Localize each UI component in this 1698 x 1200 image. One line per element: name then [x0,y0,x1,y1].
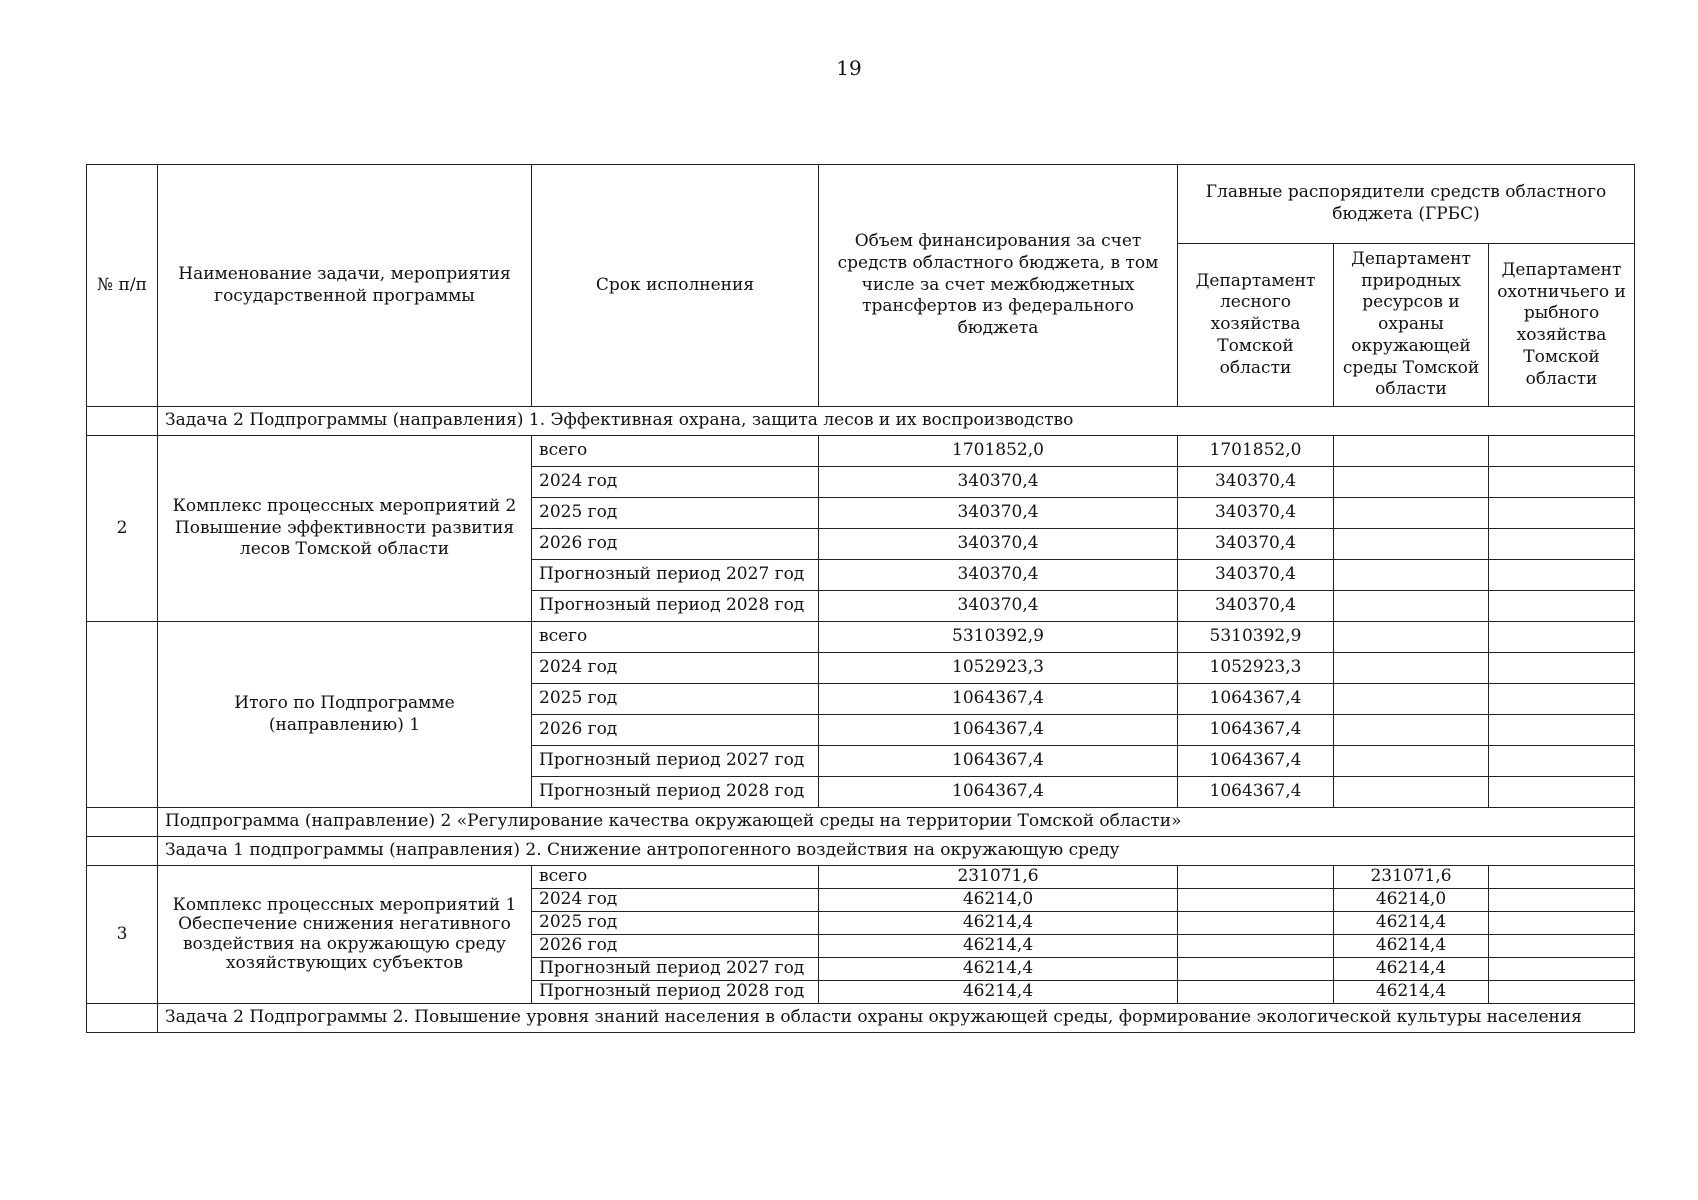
grbs-forestry-cell: 340370,4 [1178,560,1334,591]
grbs-nature-cell: 46214,4 [1334,935,1489,958]
term-cell: 2025 год [532,912,819,935]
term-cell: 2025 год [532,498,819,529]
grbs-nature-cell: 46214,0 [1334,889,1489,912]
term-cell: всего [532,866,819,889]
item-name: Итого по Подпрограмме (направлению) 1 [158,622,532,808]
term-cell: 2025 год [532,684,819,715]
grbs-forestry-cell [1178,958,1334,981]
grbs-hunting-cell [1489,866,1635,889]
volume-cell: 1064367,4 [819,715,1178,746]
table-row [87,622,1635,653]
term-cell: Прогнозный период 2028 год [532,591,819,622]
header-num: № п/п [87,165,158,407]
grbs-nature-cell [1334,436,1489,467]
term-cell: 2026 год [532,529,819,560]
grbs-hunting-cell [1489,467,1635,498]
grbs-forestry-cell: 340370,4 [1178,467,1334,498]
grbs-nature-cell [1334,591,1489,622]
grbs-hunting-cell [1489,889,1635,912]
grbs-forestry-cell: 5310392,9 [1178,622,1334,653]
grbs-hunting-cell [1489,498,1635,529]
grbs-forestry-cell [1178,912,1334,935]
grbs-hunting-cell [1489,622,1635,653]
grbs-nature-cell: 231071,6 [1334,866,1489,889]
table-row [87,436,1635,467]
task-row [87,407,1635,436]
term-cell: Прогнозный период 2027 год [532,560,819,591]
term-cell: 2024 год [532,653,819,684]
grbs-hunting-cell [1489,912,1635,935]
task-text: Задача 1 подпрограммы (направления) 2. Снижение антропогенного воздействия на окружающую среду [158,837,1635,866]
volume-cell: 1064367,4 [819,684,1178,715]
task-row [87,1004,1635,1033]
grbs-nature-cell [1334,777,1489,808]
task-num-cell [87,1004,158,1033]
grbs-hunting-cell [1489,591,1635,622]
volume-cell: 46214,4 [819,981,1178,1004]
volume-cell: 1701852,0 [819,436,1178,467]
grbs-hunting-cell [1489,746,1635,777]
grbs-hunting-cell [1489,436,1635,467]
item-name: Комплекс процессных мероприятий 2 Повышение эффективности развития лесов Томской области [158,436,532,622]
term-cell: 2026 год [532,715,819,746]
item-number: 2 [87,436,158,622]
grbs-nature-cell [1334,684,1489,715]
grbs-hunting-cell [1489,777,1635,808]
grbs-forestry-cell: 1701852,0 [1178,436,1334,467]
task-text: Задача 2 Подпрограммы (направления) 1. Эффективная охрана, защита лесов и их воспроизводство [158,407,1635,436]
volume-cell: 5310392,9 [819,622,1178,653]
volume-cell: 46214,0 [819,889,1178,912]
grbs-forestry-cell [1178,866,1334,889]
term-cell: Прогнозный период 2027 год [532,958,819,981]
grbs-forestry-cell: 1064367,4 [1178,684,1334,715]
header-grbs-hunting: Департамент охотничьего и рыбного хозяйства Томской области [1489,244,1635,407]
task-num-cell [87,407,158,436]
grbs-forestry-cell: 1064367,4 [1178,715,1334,746]
grbs-hunting-cell [1489,981,1635,1004]
volume-cell: 1052923,3 [819,653,1178,684]
term-cell: Прогнозный период 2028 год [532,777,819,808]
grbs-forestry-cell: 1064367,4 [1178,746,1334,777]
grbs-hunting-cell [1489,958,1635,981]
term-cell: Прогнозный период 2028 год [532,981,819,1004]
item-number [87,622,158,808]
grbs-forestry-cell [1178,981,1334,1004]
grbs-forestry-cell: 1064367,4 [1178,777,1334,808]
grbs-nature-cell: 46214,4 [1334,912,1489,935]
volume-cell: 340370,4 [819,591,1178,622]
volume-cell: 46214,4 [819,912,1178,935]
grbs-nature-cell [1334,467,1489,498]
grbs-forestry-cell: 1052923,3 [1178,653,1334,684]
volume-cell: 340370,4 [819,498,1178,529]
header-grbs-forestry: Департамент лесного хозяйства Томской области [1178,244,1334,407]
grbs-nature-cell [1334,746,1489,777]
header-row-1 [87,165,1635,244]
header-term: Срок исполнения [532,165,819,407]
grbs-hunting-cell [1489,529,1635,560]
volume-cell: 340370,4 [819,467,1178,498]
task-text: Задача 2 Подпрограммы 2. Повышение уровня знаний населения в области охраны окружающей среды, формирование экологической культуры населения [158,1004,1635,1033]
item-number: 3 [87,866,158,1004]
term-cell: 2024 год [532,467,819,498]
grbs-forestry-cell [1178,935,1334,958]
grbs-hunting-cell [1489,935,1635,958]
volume-cell: 340370,4 [819,560,1178,591]
term-cell: всего [532,436,819,467]
grbs-hunting-cell [1489,560,1635,591]
item-name: Комплекс процессных мероприятий 1 Обеспечение снижения негативного воздействия на окружающую среду хозяйствующих субъектов [158,866,532,1004]
volume-cell: 46214,4 [819,935,1178,958]
task-num-cell [87,808,158,837]
volume-cell: 1064367,4 [819,746,1178,777]
financing-table [86,164,1635,1033]
header-grbs: Главные распорядители средств областного бюджета (ГРБС) [1178,165,1635,244]
task-text: Подпрограмма (направление) 2 «Регулирование качества окружающей среды на территории Томской области» [158,808,1635,837]
volume-cell: 1064367,4 [819,777,1178,808]
volume-cell: 46214,4 [819,958,1178,981]
grbs-hunting-cell [1489,715,1635,746]
grbs-nature-cell [1334,622,1489,653]
grbs-forestry-cell: 340370,4 [1178,529,1334,560]
grbs-nature-cell: 46214,4 [1334,958,1489,981]
grbs-nature-cell [1334,715,1489,746]
grbs-nature-cell [1334,529,1489,560]
term-cell: 2024 год [532,889,819,912]
grbs-forestry-cell: 340370,4 [1178,591,1334,622]
grbs-nature-cell: 46214,4 [1334,981,1489,1004]
header-grbs-nature: Департамент природных ресурсов и охраны окружающей среды Томской области [1334,244,1489,407]
header-volume: Объем финансирования за счет средств областного бюджета, в том числе за счет межбюджетных трансфертов из федерального бюджета [819,165,1178,407]
grbs-forestry-cell: 340370,4 [1178,498,1334,529]
grbs-hunting-cell [1489,653,1635,684]
task-num-cell [87,837,158,866]
term-cell: 2026 год [532,935,819,958]
term-cell: всего [532,622,819,653]
table-row [87,866,1635,889]
task-row [87,837,1635,866]
grbs-forestry-cell [1178,889,1334,912]
grbs-nature-cell [1334,653,1489,684]
task-row [87,808,1635,837]
header-name: Наименование задачи, мероприятия государственной программы [158,165,532,407]
grbs-hunting-cell [1489,684,1635,715]
grbs-nature-cell [1334,560,1489,591]
grbs-nature-cell [1334,498,1489,529]
term-cell: Прогнозный период 2027 год [532,746,819,777]
volume-cell: 340370,4 [819,529,1178,560]
volume-cell: 231071,6 [819,866,1178,889]
page-number: 19 [836,56,862,80]
